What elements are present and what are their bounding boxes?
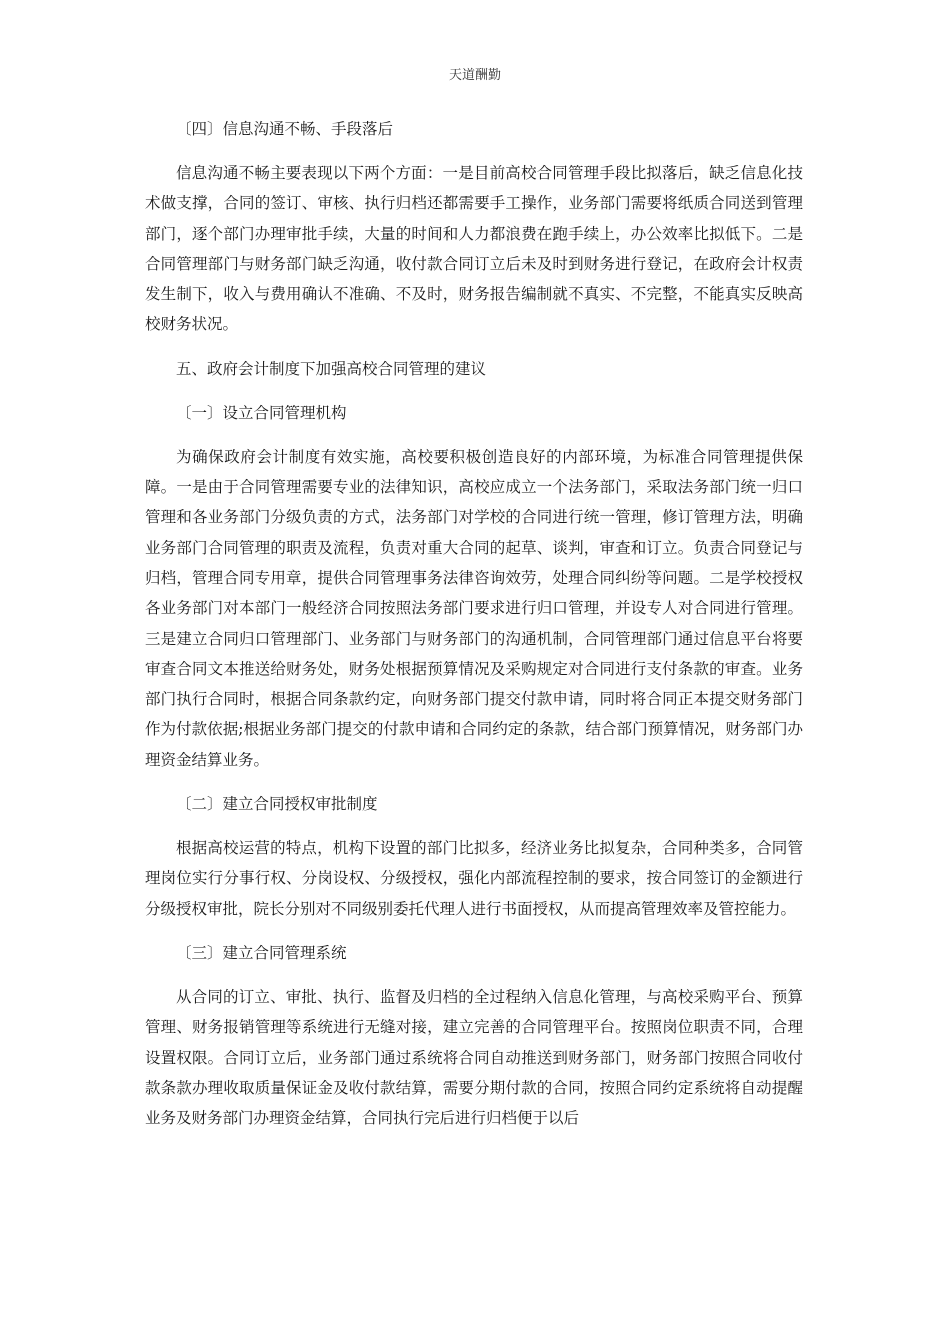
paragraph-management-system: 从合同的订立、审批、执行、监督及归档的全过程纳入信息化管理，与高校采购平台、预算管理、财务报销管理等系统进行无缝对接，建立完善的合同管理平台。按照岗位职责不同，合理设置权限。合同订立后，业务部门通过系统将合同自动推送到财务部门，财务部门按照合同收付款条款办理收取质量保证金及收付款结算，需要分期付款的合同，按照合同约定系统将自动提醒业务及财务部门办理资金结算，合同执行完后进行归档便于以后 [145, 987, 803, 1128]
paragraph-authorization: 根据高校运营的特点，机构下设置的部门比拟多，经济业务比拟复杂，合同种类多，合同管理岗位实行分事行权、分岗设权、分级授权，强化内部流程控制的要求，按合同签订的金额进行分级授权审批，院长分别对不同级别委托代理人进行书面授权，从而提高管理效率及管控能力。 [145, 839, 803, 918]
section-heading-authorization: 〔二〕建立合同授权审批制度 [176, 795, 378, 814]
page-header: 天道酬勤 [448, 68, 501, 83]
section-heading-management-system: 〔三〕建立合同管理系统 [176, 943, 347, 962]
paragraph-communication: 信息沟通不畅主要表现以下两个方面：一是目前高校合同管理手段比拟落后，缺乏信息化技术做支撑，合同的签订、审核、执行归档还都需要手工操作，业务部门需要将纸质合同送到管理部门，逐个部门办理审批手续，大量的时间和人力都浪费在跑手续上，办公效率比拟低下。二是合同管理部门与财务部门缺乏沟通，收付款合同订立后未及时到财务进行登记，在政府会计权责发生制下，收入与费用确认不准确、不及时，财务报告编制就不真实、不完整，不能真实反映高校财务状况。 [145, 164, 803, 334]
document-body [145, 114, 803, 1147]
chapter-heading-suggestions: 五、政府会计制度下加强高校合同管理的建议 [176, 359, 487, 378]
paragraph-management-agency: 为确保政府会计制度有效实施，高校要积极创造良好的内部环境，为标准合同管理提供保障。一是由于合同管理需要专业的法律知识，高校应成立一个法务部门，采取法务部门统一归口管理和各业务部门分级负责的方式，法务部门对学校的合同进行统一管理，修订管理方法，明确业务部门合同管理的职责及流程，负责对重大合同的起草、谈判，审查和订立。负责合同登记与归档，管理合同专用章，提供合同管理事务法律咨询效劳，处理合同纠纷等问题。二是学校授权各业务部门对本部门一般经济合同按照法务部门要求进行归口管理，并设专人对合同进行管理。三是建立合同归口管理部门、业务部门与财务部门的沟通机制，合同管理部门通过信息平台将要审查合同文本推送给财务处，财务处根据预算情况及采购规定对合同进行支付条款的审查。业务部门执行合同时，根据合同条款约定，向财务部门提交付款申请，同时将合同正本提交财务部门作为付款依据;根据业务部门提交的付款申请和合同约定的条款，结合部门预算情况，财务部门办理资金结算业务。 [145, 447, 803, 769]
section-heading-management-agency: 〔一〕设立合同管理机构 [176, 403, 347, 422]
section-heading-communication: 〔四〕信息沟通不畅、手段落后 [176, 120, 394, 138]
